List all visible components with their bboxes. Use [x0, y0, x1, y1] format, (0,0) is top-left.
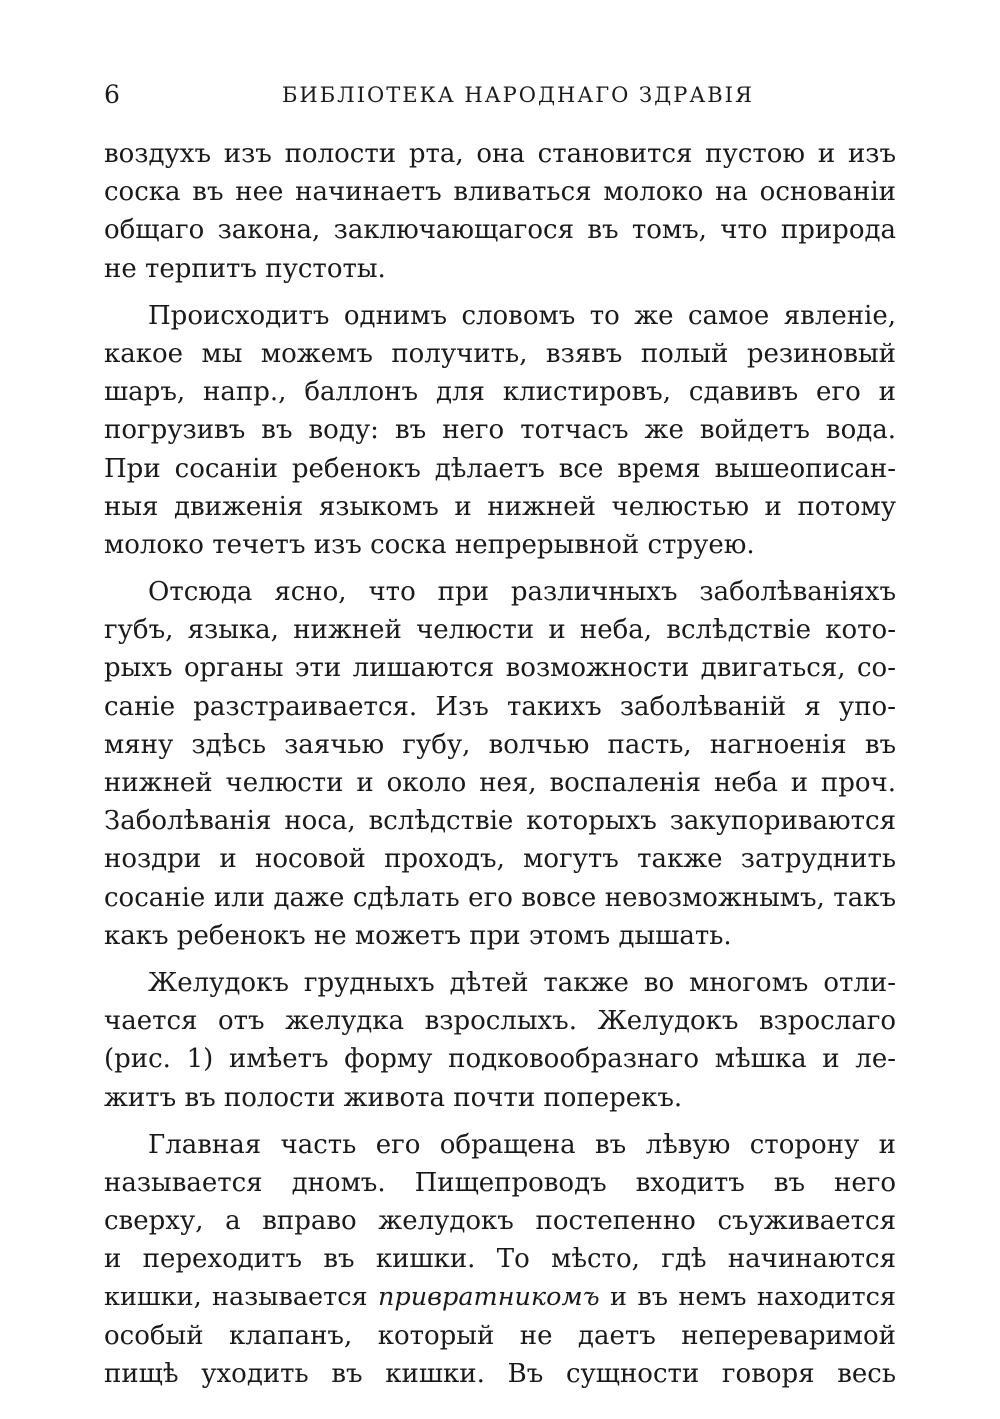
paragraph-1: [104, 135, 896, 288]
text-line: сверху, а вправо желудокъ постепенно съуживается: [104, 1206, 896, 1237]
text-line: и переходитъ въ кишки. То мѣсто, гдѣ начинаются: [104, 1244, 896, 1275]
text-line: саніе разстраивается. Изъ такихъ заболѣваній я упо-: [104, 691, 896, 722]
text-fragment: и въ немъ находится: [610, 1282, 896, 1313]
text-line: молоко течетъ изъ соска непрерывной струею.: [104, 529, 755, 560]
text-line: какъ ребенокъ не можетъ при этомъ дышать.: [104, 920, 732, 951]
text-line: сосаніе или даже сдѣлать его вовсе невозможнымъ, такъ: [104, 882, 896, 913]
body-text: [104, 135, 896, 1393]
text-line: чается отъ желудка взрослыхъ. Желудокъ взрослаго: [104, 1006, 896, 1037]
text-line: погрузивъ въ воду: въ него тотчасъ же войдетъ вода.: [104, 415, 896, 446]
text-line: житъ въ полости живота почти поперекъ.: [104, 1082, 683, 1113]
text-line: Главная часть его обращена въ лѣвую сторону и: [148, 1129, 896, 1160]
text-line: соска въ нее начинаетъ вливаться молоко на основаніи: [104, 177, 896, 208]
text-line: нижней челюсти и около нея, воспаленія неба и проч.: [104, 768, 896, 798]
text-line: не терпитъ пустоты.: [104, 253, 386, 284]
text-fragment: кишки, называется: [104, 1282, 368, 1313]
text-line: При сосаніи ребенокъ дѣлаетъ все время вышеописан-: [104, 453, 896, 484]
text-line: ноздри и носовой проходъ, могутъ также затруднить: [104, 844, 896, 875]
page-number: 6: [104, 80, 120, 109]
text-line: называется дномъ. Пищепроводъ входитъ въ него: [104, 1167, 896, 1198]
text-line: ныя движенія языкомъ и нижней челюстью и потому: [104, 491, 896, 522]
paragraph-3: [104, 573, 896, 955]
text-line: особый клапанъ, который не даетъ непереваримой: [104, 1320, 896, 1351]
page-header: [104, 78, 904, 112]
running-title: БИБЛІОТЕКА НАРОДНАГО ЗДРАВІЯ: [282, 83, 754, 107]
text-line: (рис. 1) имѣетъ форму подковообразнаго мѣшка и ле-: [104, 1044, 896, 1075]
text-line-with-emphasis: [104, 1278, 896, 1316]
text-line: Отсюда ясно, что при различныхъ заболѣваніяхъ: [148, 577, 896, 608]
paragraph-4: [104, 964, 896, 1117]
text-line: общаго закона, заключающагося въ томъ, что природа: [104, 215, 896, 246]
text-line: пищѣ уходить въ кишки. Въ сущности говоря весь: [104, 1358, 896, 1389]
text-line: воздухъ изъ полости рта, она становится пустою и изъ: [104, 139, 896, 169]
paragraph-5: [104, 1126, 896, 1393]
text-line: губъ, языка, нижней челюсти и неба, вслѣдствіе кото-: [104, 615, 896, 646]
paragraph-2: [104, 297, 896, 564]
text-line: какое мы можемъ получить, взявъ полый резиновый: [104, 338, 896, 369]
emphasized-term: привратникомъ: [377, 1282, 600, 1313]
text-line: шаръ, напр., баллонъ для клистировъ, сдавивъ его и: [104, 377, 896, 408]
text-line: мяну здѣсь заячью губу, волчью пасть, нагноенія въ: [104, 729, 896, 760]
text-line: Желудокъ грудныхъ дѣтей также во многомъ отли-: [148, 967, 896, 998]
text-line: Заболѣванія носа, вслѣдствіе которыхъ закупориваются: [104, 806, 896, 837]
text-line: Происходитъ однимъ словомъ то же самое явленіе,: [148, 300, 896, 331]
text-line: рыхъ органы эти лишаются возможности двигаться, со-: [104, 653, 896, 684]
